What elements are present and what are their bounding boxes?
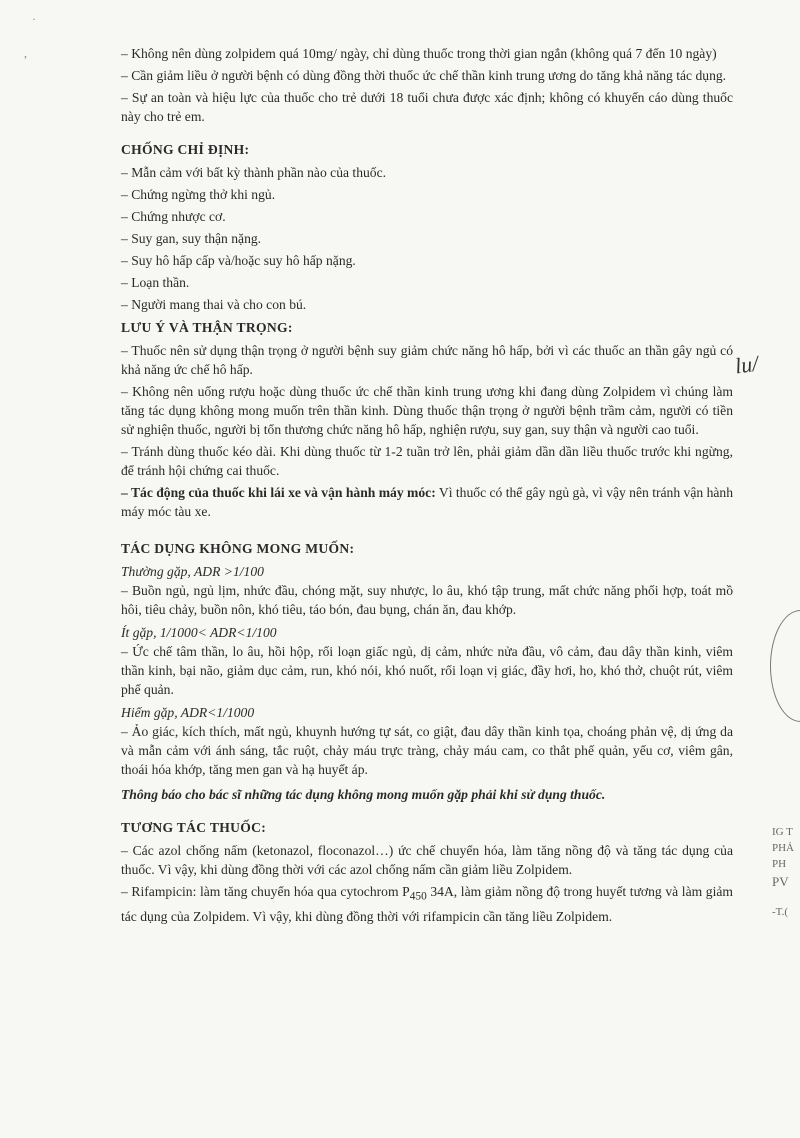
contraindication-item: – Người mang thai và cho con bú. xyxy=(121,297,307,312)
frequency-common: Thường gặp, ADR >1/100 xyxy=(121,564,264,579)
stamp-text-line: PV xyxy=(772,874,789,889)
adverse-effects-heading: TÁC DỤNG KHÔNG MONG MUỐN: xyxy=(121,541,355,556)
contraindication-item: – Suy gan, suy thận nặng. xyxy=(121,231,262,246)
precaution-paragraph-1: – Thuốc nên sử dụng thận trọng ở người bệnh suy giảm chức năng hô hấp, bởi vì các thuốc an thần gây ngủ có khả năng ức chế hô hấp. xyxy=(121,343,733,377)
driving-paragraph xyxy=(121,483,733,521)
interactions-heading: TƯƠNG TÁC THUỐC: xyxy=(121,820,267,835)
contraindications-heading: CHỐNG CHỈ ĐỊNH: xyxy=(121,142,250,157)
stamp-text-line: PHẢ xyxy=(772,842,795,854)
precaution-paragraph-2: – Không nên uống rượu hoặc dùng thuốc ức chế thần kinh trung ương khi đang dùng Zolpidem vì chúng làm tăng tác dụng không mong muốn trên thần kinh. Dùng thuốc thận trọng ở người bệnh trầm cảm, người có tiền sử nghiện thuốc, người bị tổn thương chức năng hô hấp, nghiện rượu, suy gan, suy thận và người cao tuổi. xyxy=(121,384,733,437)
frequency-uncommon: Ít gặp, 1/1000< ADR<1/100 xyxy=(121,625,277,640)
doctor-notice: Thông báo cho bác sĩ những tác dụng không mong muốn gặp phải khi sử dụng thuốc. xyxy=(121,787,606,802)
contraindication-item: – Mẫn cảm với bất kỳ thành phần nào của thuốc. xyxy=(121,165,387,180)
intro-paragraph-2: – Cần giảm liều ở người bệnh có dùng đồng thời thuốc ức chế thần kinh trung ương do tăng khả năng tác dụng. xyxy=(121,68,727,83)
stamp-text-line: PH xyxy=(772,858,787,870)
scan-mark-icon: · xyxy=(32,12,36,26)
stamp-text-line: IG T xyxy=(772,826,793,838)
precaution-paragraph-3: – Tránh dùng thuốc kéo dài. Khi dùng thuốc từ 1-2 tuần trở lên, phải giảm dần dần liều thuốc trước khi ngừng, để tránh hội chứng cai thuốc. xyxy=(121,444,733,478)
rifampicin-text-start: – Rifampicin: làm tăng chuyển hóa qua cytochrom P xyxy=(121,884,410,899)
page-content xyxy=(121,44,733,929)
interaction-azole: – Các azol chống nấm (ketonazol, floconazol…) ức chế chuyển hóa, làm tăng nồng độ và tăng tác dụng của thuốc. Vì vậy, khi dùng đồng thời với các azol chống nấm cần giảm liều Zolpidem. xyxy=(121,843,733,877)
driving-text: Vì thuốc có thể gây ngủ gà, vì vậy nên tránh vận hành máy móc tàu xe. xyxy=(121,485,733,519)
scan-mark-icon: , xyxy=(24,46,27,60)
contraindication-item: – Suy hô hấp cấp và/hoặc suy hô hấp nặng. xyxy=(121,253,356,268)
interaction-rifampicin xyxy=(121,882,733,926)
adverse-rare-text: – Ảo giác, kích thích, mất ngủ, khuynh hướng tự sát, co giật, đau dây thần kinh tọa, choáng phản vệ, dị ứng da và mẫn cảm với ánh sáng, tắc ruột, chảy máu trực tràng, chảy máu cam, co thắt phế quản, yếu cơ, viêm gân, thoái hóa khớp, tăng men gan và hạ huyết áp. xyxy=(121,724,733,777)
precautions-heading: LƯU Ý VÀ THẬN TRỌNG: xyxy=(121,320,293,335)
handwritten-initials: lu/ xyxy=(733,350,760,379)
adverse-uncommon-text: – Ức chế tâm thần, lo âu, hồi hộp, rối loạn giấc ngủ, dị cảm, nhức nửa đầu, vô cảm, đau dây thần kinh, viêm thần kinh, bại não, giảm dục cảm, run, khó nói, khó nuốt, rối loạn vị giác, đầy hơi, ho, khó thở, chuột rút, viêm phế quản. xyxy=(121,644,733,697)
adverse-common-text: – Buồn ngủ, ngủ lịm, nhức đầu, chóng mặt, suy nhược, lo âu, khó tập trung, mất chức năng phối hợp, toát mồ hôi, tiêu chảy, buồn nôn, khó tiêu, táo bón, đau bụng, chán ăn, đau khớp. xyxy=(121,583,733,617)
frequency-rare: Hiếm gặp, ADR<1/1000 xyxy=(121,705,255,720)
stamp-partial-icon xyxy=(770,610,800,722)
intro-paragraph-3: – Sự an toàn và hiệu lực của thuốc cho trẻ dưới 18 tuổi chưa được xác định; không có khuyến cáo dùng thuốc này cho trẻ em. xyxy=(121,90,733,124)
cytochrome-subscript: 450 xyxy=(409,890,427,903)
contraindication-item: – Chứng ngừng thở khi ngủ. xyxy=(121,187,276,202)
contraindication-item: – Chứng nhược cơ. xyxy=(121,209,226,224)
contraindication-item: – Loạn thần. xyxy=(121,275,190,290)
rifampicin-text-end: 34A, làm giảm nồng độ trong huyết tương và làm giảm tác dụng của Zolpidem. Vì vậy, khi dùng đồng thời với rifampicin cần tăng liều Zolpidem. xyxy=(121,884,733,924)
intro-paragraph-1: – Không nên dùng zolpidem quá 10mg/ ngày, chỉ dùng thuốc trong thời gian ngắn (không quá 7 đến 10 ngày) xyxy=(121,46,717,61)
driving-label: – Tác động của thuốc khi lái xe và vận hành máy móc: xyxy=(121,485,436,500)
stamp-text-line: -T.( xyxy=(772,906,788,918)
